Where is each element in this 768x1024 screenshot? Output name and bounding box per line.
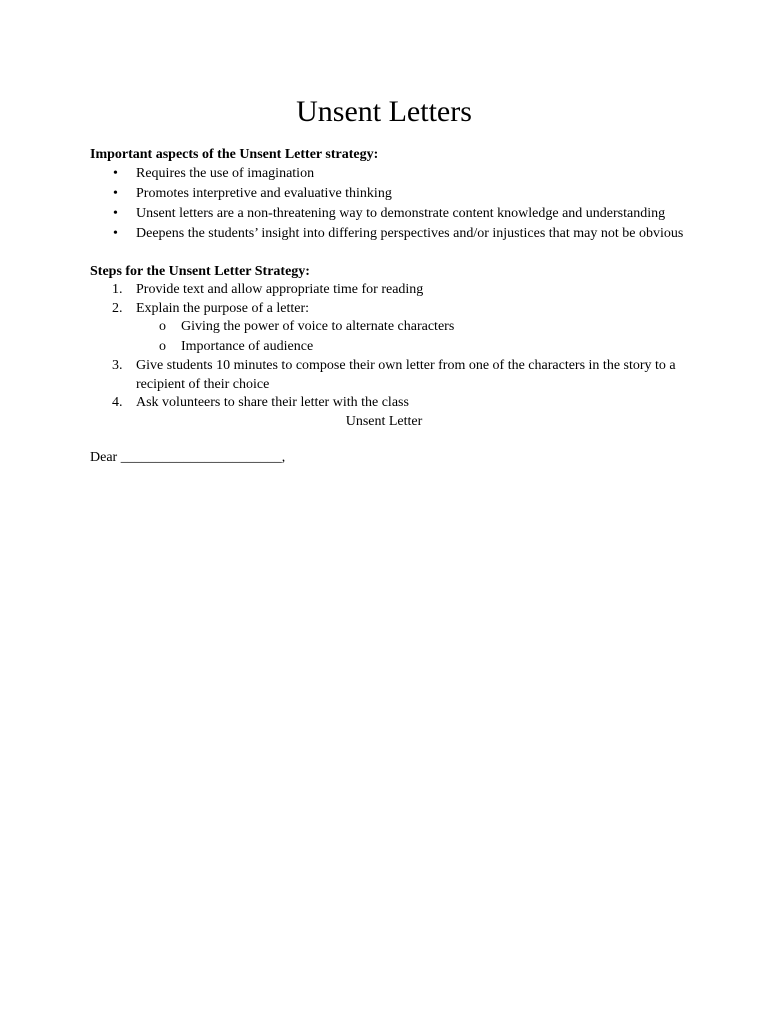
list-item [90, 165, 690, 184]
sub-list-item [90, 318, 690, 337]
list-item [90, 185, 690, 204]
steps-list [90, 281, 690, 413]
page-title: Unsent Letters [296, 95, 472, 128]
bullet-icon: • [113, 165, 118, 181]
step-number: 1. [112, 282, 123, 297]
bullet-icon: • [113, 185, 118, 201]
letter-label: Unsent Letter [345, 413, 423, 429]
sub-list-item-text: Importance of audience [181, 338, 314, 354]
list-item-text: Unsent letters are a non-threatening way to demonstrate content knowledge and understanding [136, 205, 666, 221]
list-item-text: Give students 10 minutes to compose their own letter from one of the characters in the story to a recipient of their choice [136, 358, 676, 392]
spacer [90, 245, 690, 263]
list-item-text: Promotes interpretive and evaluative thinking [136, 185, 392, 201]
bullet-icon: • [113, 205, 118, 221]
list-item-text: Requires the use of imagination [136, 165, 315, 181]
list-item [90, 357, 690, 394]
list-item-text: Deepens the students’ insight into differing perspectives and/or injustices that may not be obvious [136, 225, 684, 241]
list-item [90, 300, 690, 357]
list-item-text: Provide text and allow appropriate time for reading [136, 282, 424, 297]
bullet-icon: • [113, 225, 118, 241]
sub-list [136, 318, 690, 356]
list-item [90, 225, 690, 244]
list-item-text: Explain the purpose of a letter: [136, 300, 309, 316]
sub-list-item [90, 338, 690, 357]
sub-bullet-icon: o [159, 319, 166, 334]
list-item-text: Ask volunteers to share their letter with the class [136, 395, 409, 410]
list-item [90, 281, 690, 300]
aspects-heading: Important aspects of the Unsent Letter strategy: [90, 147, 379, 162]
list-item [90, 205, 690, 224]
aspects-list [90, 165, 690, 244]
steps-heading: Steps for the Unsent Letter Strategy: [90, 263, 310, 279]
sub-list-item-text: Giving the power of voice to alternate characters [181, 319, 455, 334]
salutation-line: Dear _______________________, [90, 450, 286, 465]
list-item [90, 394, 690, 413]
sub-bullet-icon: o [159, 338, 166, 354]
document-body [90, 146, 690, 468]
step-number: 3. [112, 358, 123, 373]
step-number: 4. [112, 395, 123, 410]
step-number: 2. [112, 300, 123, 316]
